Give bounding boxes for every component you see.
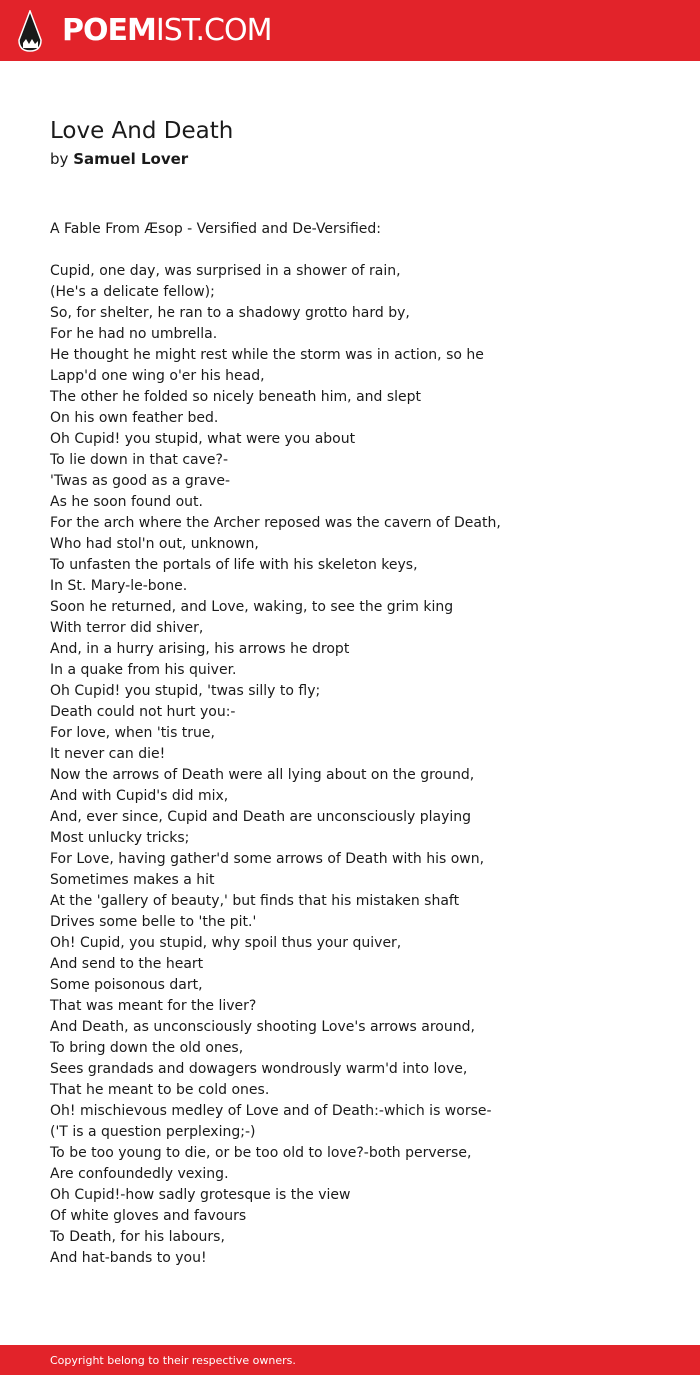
poem-line: He thought he might rest while the storm was in action, so he — [50, 347, 484, 363]
poem-line: Soon he returned, and Love, waking, to see the grim king — [50, 599, 454, 615]
poem-line: For he had no umbrella. — [50, 326, 218, 342]
poem-line: That he meant to be cold ones. — [50, 1082, 270, 1098]
author-name: Samuel Lover — [73, 150, 189, 168]
poem-line: Now the arrows of Death were all lying about on the ground, — [50, 767, 475, 783]
poem-line: Oh! mischievous medley of Love and of Death:-which is worse- — [50, 1103, 492, 1119]
poem-line: Sometimes makes a hit — [50, 872, 215, 888]
poem-title: Love And Death — [50, 118, 234, 144]
poem-line: And hat-bands to you! — [50, 1250, 207, 1266]
poem-line: In a quake from his quiver. — [50, 662, 237, 678]
poem-line: To be too young to die, or be too old to love?-both perverse, — [50, 1145, 472, 1161]
poem-line: It never can die! — [50, 746, 166, 762]
poem-line: With terror did shiver, — [50, 620, 204, 636]
poem-line: The other he folded so nicely beneath him, and slept — [50, 389, 422, 405]
poem-line: So, for shelter, he ran to a shadowy grotto hard by, — [50, 305, 410, 321]
poem-line: Of white gloves and favours — [50, 1208, 247, 1224]
poem-line: Death could not hurt you:- — [50, 704, 236, 720]
poem-line: And, in a hurry arising, his arrows he dropt — [50, 641, 350, 657]
site-header — [0, 0, 700, 61]
poem-line: And send to the heart — [50, 956, 204, 972]
poem-line: Oh Cupid!-how sadly grotesque is the view — [50, 1187, 351, 1203]
poem-line: To Death, for his labours, — [50, 1229, 225, 1245]
poem-line: For the arch where the Archer reposed was the cavern of Death, — [50, 515, 501, 531]
copyright-text: Copyright belong to their respective owners. — [50, 1354, 296, 1367]
byline — [50, 148, 188, 170]
poem-line: Oh Cupid! you stupid, 'twas silly to fly; — [50, 683, 321, 699]
poem-line: Who had stol'n out, unknown, — [50, 536, 259, 552]
poem-line: To lie down in that cave?- — [50, 452, 229, 468]
poem-line: (He's a delicate fellow); — [50, 284, 215, 300]
poem-line: Oh! Cupid, you stupid, why spoil thus your quiver, — [50, 935, 402, 951]
poem-line: Sees grandads and dowagers wondrously warm'd into love, — [50, 1061, 468, 1077]
poem-line: Drives some belle to 'the pit.' — [50, 914, 257, 930]
poem-line: A Fable From Æsop - Versified and De-Versified: — [50, 221, 381, 237]
poem-line: At the 'gallery of beauty,' but finds that his mistaken shaft — [50, 893, 460, 909]
poem-line: And with Cupid's did mix, — [50, 788, 229, 804]
poem-line: Are confoundedly vexing. — [50, 1166, 229, 1182]
poem-line: Some poisonous dart, — [50, 977, 203, 993]
poem-line: For love, when 'tis true, — [50, 725, 215, 741]
poem-line: Cupid, one day, was surprised in a shower of rain, — [50, 263, 401, 279]
site-footer — [0, 1345, 700, 1375]
by-label: by — [50, 150, 69, 168]
poem-line: Oh Cupid! you stupid, what were you about — [50, 431, 356, 447]
poem-line: In St. Mary-le-bone. — [50, 578, 188, 594]
poem-line: For Love, having gather'd some arrows of Death with his own, — [50, 851, 485, 867]
poem-line: ('T is a question perplexing;-) — [50, 1124, 256, 1140]
brand-light: IST.COM — [155, 13, 272, 48]
poem-line: To bring down the old ones, — [50, 1040, 244, 1056]
poem-line: To unfasten the portals of life with his skeleton keys, — [50, 557, 418, 573]
brand-bold: POEM — [62, 13, 156, 48]
poem-line: On his own feather bed. — [50, 410, 219, 426]
site-logo[interactable] — [62, 11, 271, 51]
poem-line: Most unlucky tricks; — [50, 830, 190, 846]
poem-line: That was meant for the liver? — [50, 998, 257, 1014]
poem-line — [50, 240, 650, 261]
poem-line: And Death, as unconsciously shooting Love's arrows around, — [50, 1019, 475, 1035]
poem-line: 'Twas as good as a grave- — [50, 473, 231, 489]
poem-line: Lapp'd one wing o'er his head, — [50, 368, 265, 384]
poem-line: As he soon found out. — [50, 494, 203, 510]
poem-body — [50, 219, 650, 1269]
poem-line: And, ever since, Cupid and Death are unconsciously playing — [50, 809, 472, 825]
pen-nib-icon[interactable] — [18, 10, 42, 52]
